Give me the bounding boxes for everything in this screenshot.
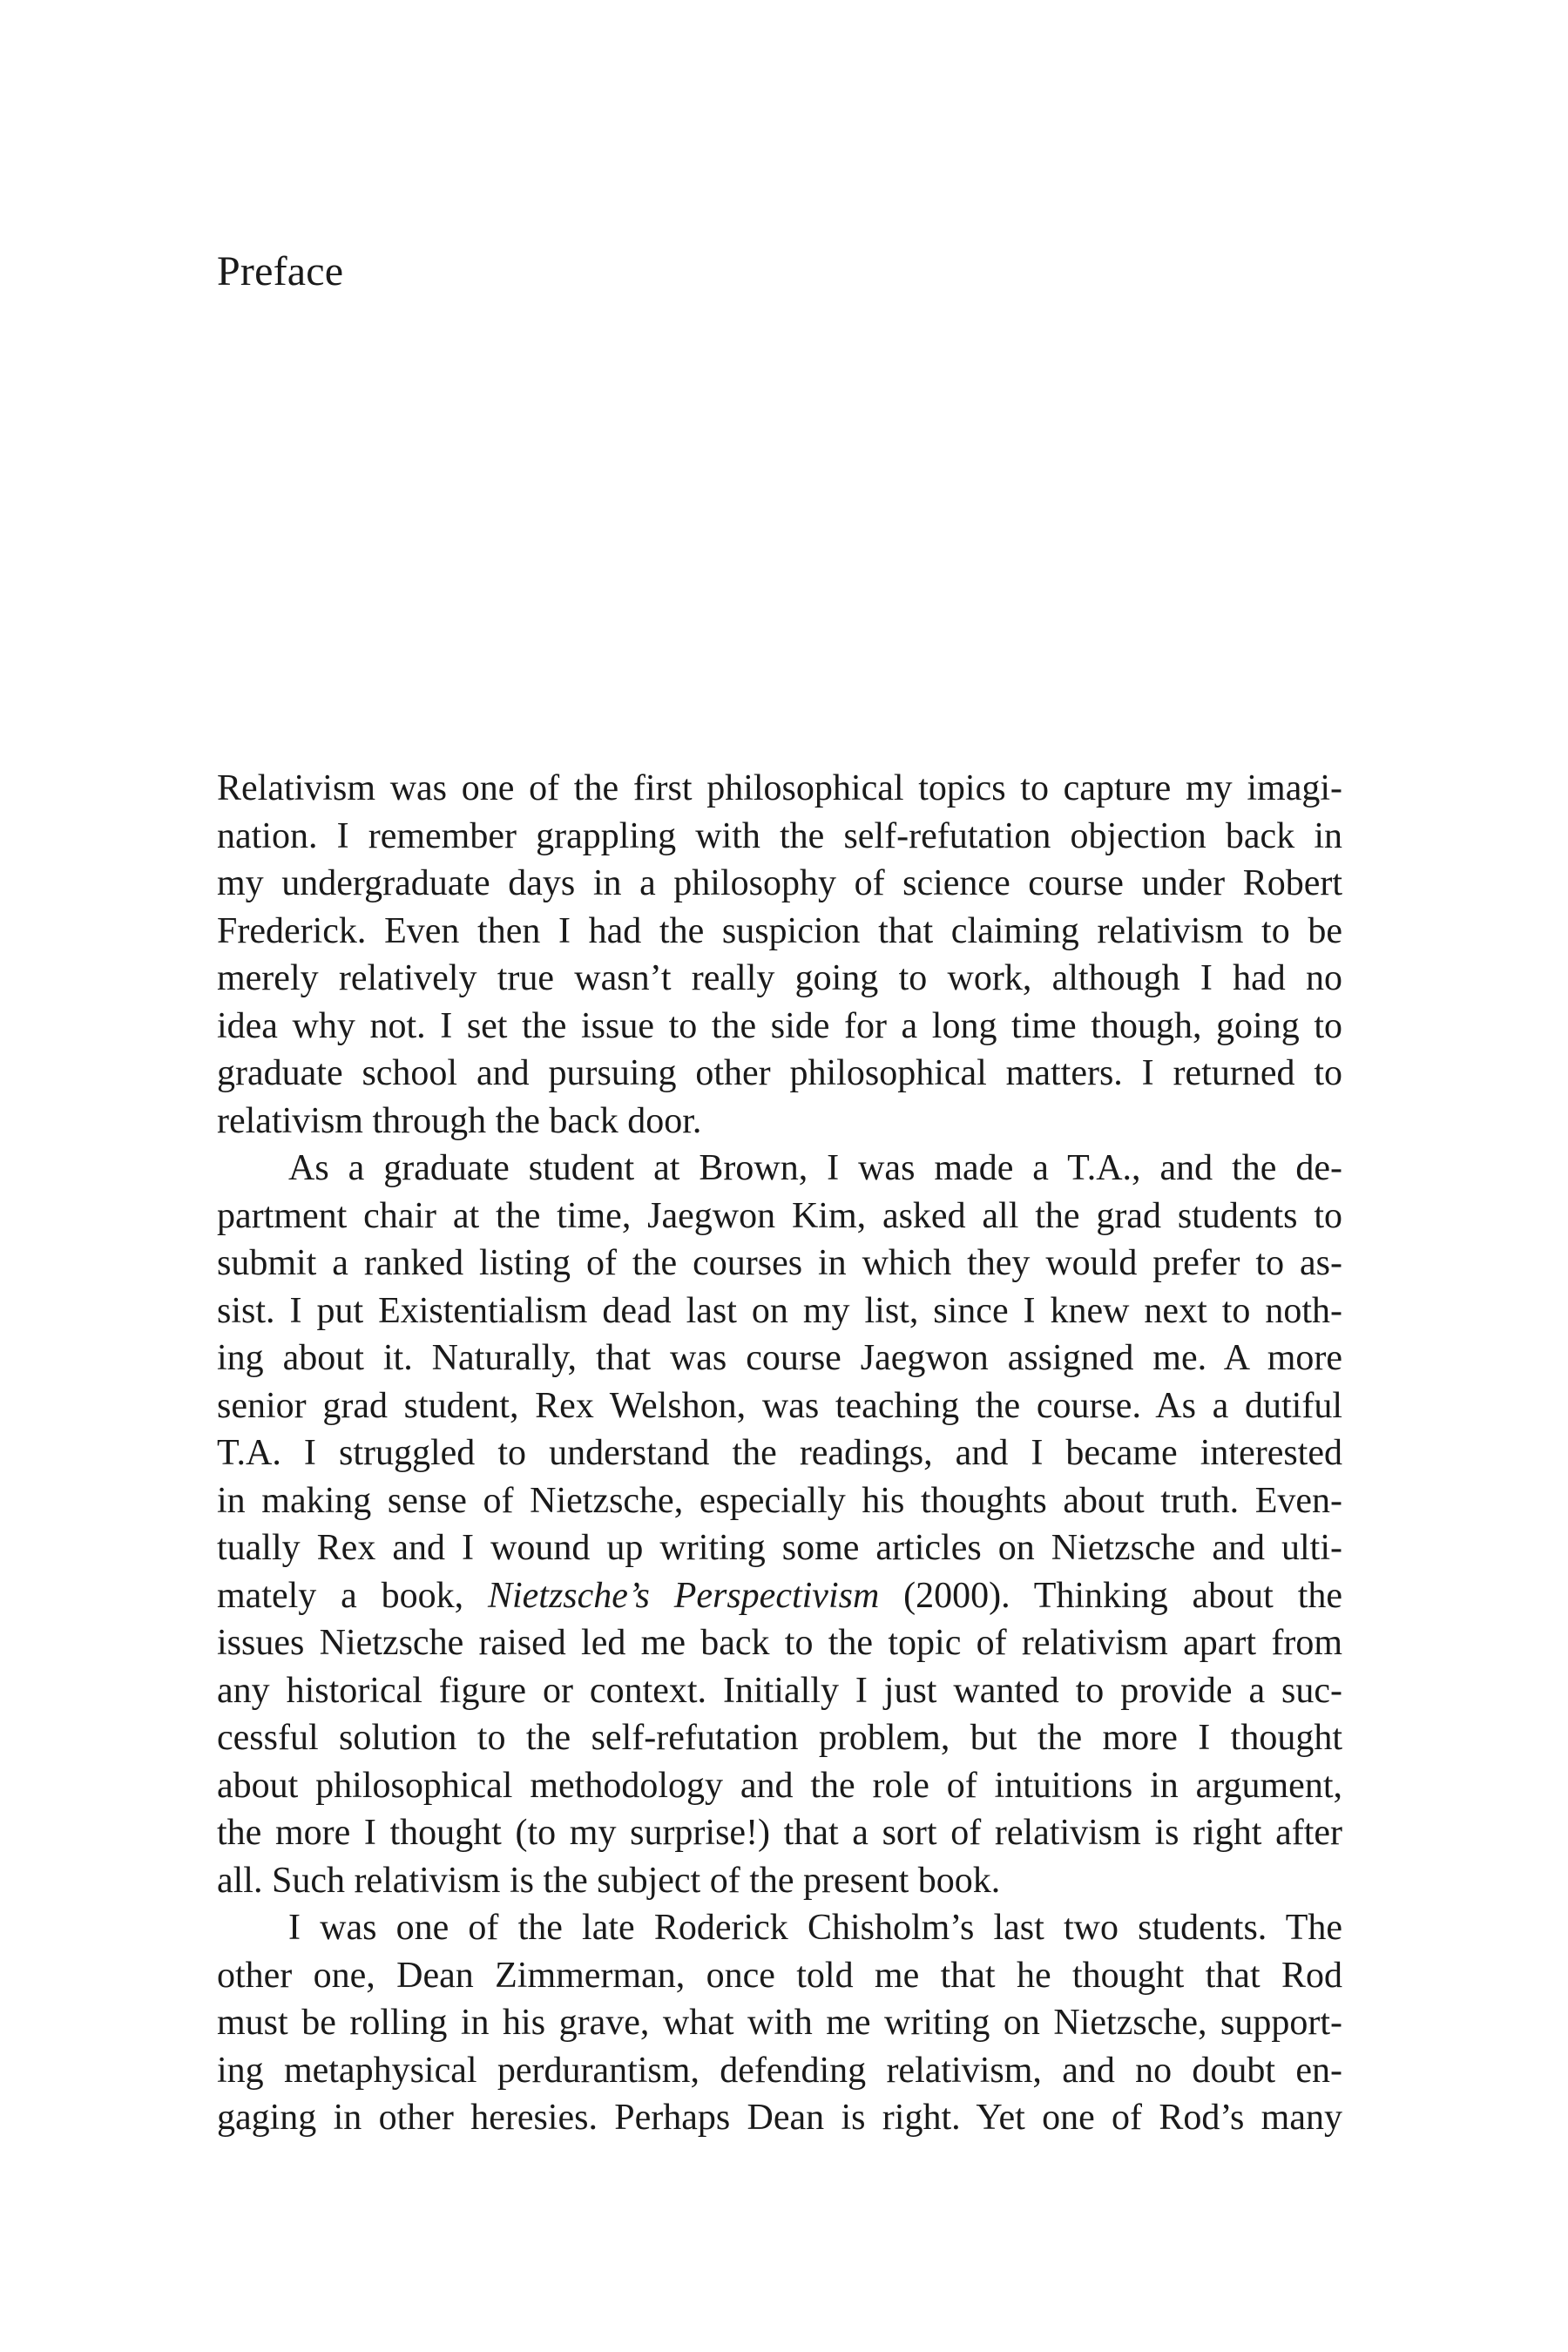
paragraph-2 — [217, 1145, 1342, 1904]
text-line: the more I thought (to my surprise!) that a sort of relativism is right after — [217, 1813, 1342, 1853]
text-line: partment chair at the time, Jaegwon Kim, asked all the grad students to — [217, 1195, 1342, 1236]
text-line: about philosophical methodology and the role of intuitions in argument, — [217, 1765, 1342, 1806]
text-line: relativism through the back door. — [217, 1100, 702, 1141]
text-line: Frederick. Even then I had the suspicion that claiming relativism to be — [217, 910, 1342, 951]
text-line: ing about it. Naturally, that was course Jaegwon assigned me. A more — [217, 1338, 1342, 1378]
text-line: idea why not. I set the issue to the side for a long time though, going to — [217, 1005, 1342, 1046]
text-line: Relativism was one of the first philosophical topics to capture my imagi- — [217, 768, 1342, 808]
text-segment: mately a book, — [217, 1575, 488, 1616]
paragraph-1 — [217, 765, 1342, 1145]
text-line: other one, Dean Zimmerman, once told me that he thought that Rod — [217, 1955, 1342, 1996]
text-line: all. Such relativism is the subject of the present book. — [217, 1860, 1001, 1901]
text-line: graduate school and pursuing other philosophical matters. I returned to — [217, 1053, 1342, 1093]
text-line: must be rolling in his grave, what with me writing on Nietzsche, support- — [217, 2003, 1342, 2043]
paragraph-3 — [217, 1904, 1342, 2142]
text-line: gaging in other heresies. Perhaps Dean is right. Yet one of Rod’s many — [217, 2098, 1342, 2138]
text-line: my undergraduate days in a philosophy of science course under Robert — [217, 863, 1342, 903]
book-title: Nietzsche’s Perspectivism — [487, 1575, 880, 1616]
text-line: I was one of the late Roderick Chisholm’s last two students. The — [288, 1908, 1342, 1948]
text-line: issues Nietzsche raised led me back to the topic of relativism apart from — [217, 1623, 1342, 1663]
page-title: Preface — [217, 248, 344, 294]
text-line: senior grad student, Rex Welshon, was teaching the course. As a dutiful — [217, 1385, 1342, 1426]
text-segment: (2000). Thinking about the — [879, 1575, 1342, 1616]
text-line: nation. I remember grappling with the self-refutation objection back in — [217, 815, 1342, 856]
text-line — [217, 1572, 1342, 1620]
text-line: merely relatively true wasn’t really going to work, although I had no — [217, 958, 1342, 998]
text-line: submit a ranked listing of the courses in which they would prefer to as- — [217, 1243, 1342, 1283]
text-line: ing metaphysical perdurantism, defending relativism, and no doubt en- — [217, 2050, 1342, 2091]
body-text — [217, 765, 1342, 2142]
text-line: tually Rex and I wound up writing some articles on Nietzsche and ulti- — [217, 1528, 1342, 1568]
text-line: cessful solution to the self-refutation problem, but the more I thought — [217, 1718, 1342, 1758]
text-line: As a graduate student at Brown, I was made a T.A., and the de- — [288, 1148, 1342, 1188]
text-line: in making sense of Nietzsche, especially his thoughts about truth. Even- — [217, 1480, 1342, 1521]
text-line: T.A. I struggled to understand the readings, and I became interested — [217, 1433, 1342, 1473]
text-line: any historical figure or context. Initially I just wanted to provide a suc- — [217, 1670, 1342, 1711]
text-line: sist. I put Existentialism dead last on my list, since I knew next to noth- — [217, 1290, 1342, 1331]
